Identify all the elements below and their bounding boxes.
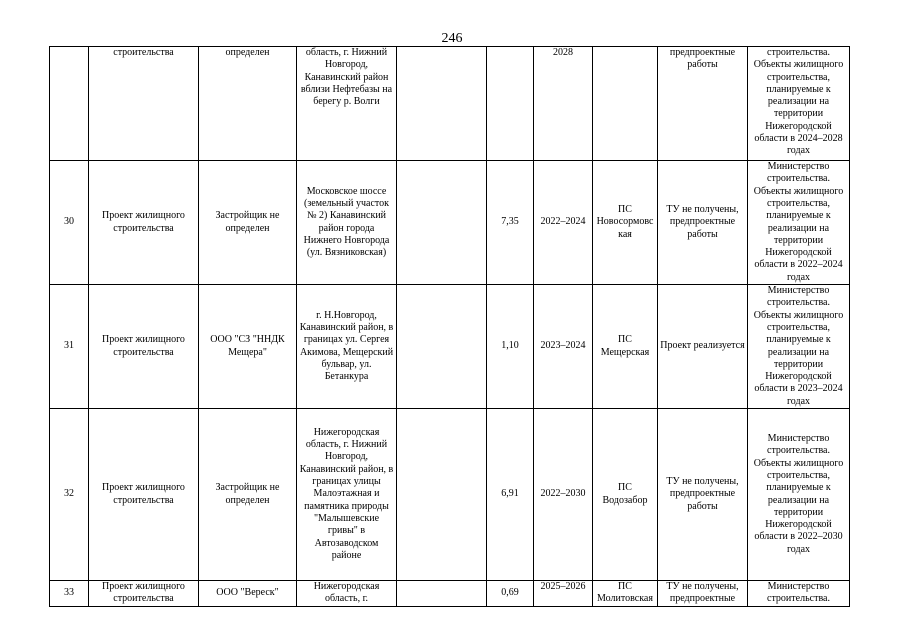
project-name: Проект жилищного строительства (89, 161, 199, 285)
substation: ПС Водозабор (593, 409, 658, 581)
table-row (50, 409, 850, 581)
project-name: Проект жилищного строительства (89, 285, 199, 409)
note: Министерство строительства. Объекты жилищного строительства, планируемые к реализации на территории Нижегородской области в 2022–2030 годах (748, 409, 850, 581)
status: ТУ не получены, предпроектные работы (658, 161, 748, 285)
location: Нижегородская область, г. (297, 581, 397, 607)
note: Министерство строительства. (748, 581, 850, 607)
row-number: 32 (50, 409, 89, 581)
developer: Застройщик не определен (199, 161, 297, 285)
blank-cell (397, 161, 487, 285)
period: 2022–2024 (534, 161, 593, 285)
area: 0,69 (487, 581, 534, 607)
row-number (50, 47, 89, 161)
note: Министерство строительства. Объекты жилищного строительства, планируемые к реализации на территории Нижегородской области в 2023–2024 годах (748, 285, 850, 409)
status: ТУ не получены, предпроектные (658, 581, 748, 607)
note: строительства. Объекты жилищного строительства, планируемые к реализации на территории Нижегородской области в 2024–2028 годах (748, 47, 850, 161)
project-name: Проект жилищного строительства (89, 409, 199, 581)
status: Проект реализуется (658, 285, 748, 409)
row-number: 31 (50, 285, 89, 409)
status: ТУ не получены, предпроектные работы (658, 409, 748, 581)
note: Министерство строительства. Объекты жилищного строительства, планируемые к реализации на территории Нижегородской области в 2022–2024 годах (748, 161, 850, 285)
project-name: строительства (89, 47, 199, 161)
blank-cell (397, 581, 487, 607)
area (487, 47, 534, 161)
location: г. Н.Новгород, Канавинский район, в границах ул. Сергея Акимова, Мещерский бульвар, ул. Бетанкура (297, 285, 397, 409)
developer: ООО "СЗ "ННДК Мещера" (199, 285, 297, 409)
location: Московское шоссе (земельный участок № 2) Канавинский район города Нижнего Новгорода (ул. Вязниковская) (297, 161, 397, 285)
period: 2025–2026 (534, 581, 593, 607)
projects-table (49, 46, 850, 607)
blank-cell (397, 285, 487, 409)
substation: ПС Мещерская (593, 285, 658, 409)
period: 2022–2030 (534, 409, 593, 581)
blank-cell (397, 409, 487, 581)
period: 2023–2024 (534, 285, 593, 409)
table-row (50, 285, 850, 409)
location: Нижегородская область, г. Нижний Новгород, Канавинский район, в границах улицы Малоэтажная и памятника природы "Малышевские гривы" в Автозаводском районе (297, 409, 397, 581)
period: 2028 (534, 47, 593, 161)
area: 7,35 (487, 161, 534, 285)
substation: ПС Новосормовская (593, 161, 658, 285)
area: 6,91 (487, 409, 534, 581)
table-row (50, 161, 850, 285)
developer: Застройщик не определен (199, 409, 297, 581)
area: 1,10 (487, 285, 534, 409)
row-number: 33 (50, 581, 89, 607)
developer: ООО "Вереск" (199, 581, 297, 607)
page-number: 246 (441, 31, 463, 46)
developer: определен (199, 47, 297, 161)
table-row (50, 581, 850, 607)
project-name: Проект жилищного строительства (89, 581, 199, 607)
row-number: 30 (50, 161, 89, 285)
blank-cell (397, 47, 487, 161)
table-row (50, 47, 850, 161)
location: область, г. Нижний Новгород, Канавинский район вблизи Нефтебазы на берегу р. Волги (297, 47, 397, 161)
substation: ПС Молитовская (593, 581, 658, 607)
status: предпроектные работы (658, 47, 748, 161)
substation (593, 47, 658, 161)
